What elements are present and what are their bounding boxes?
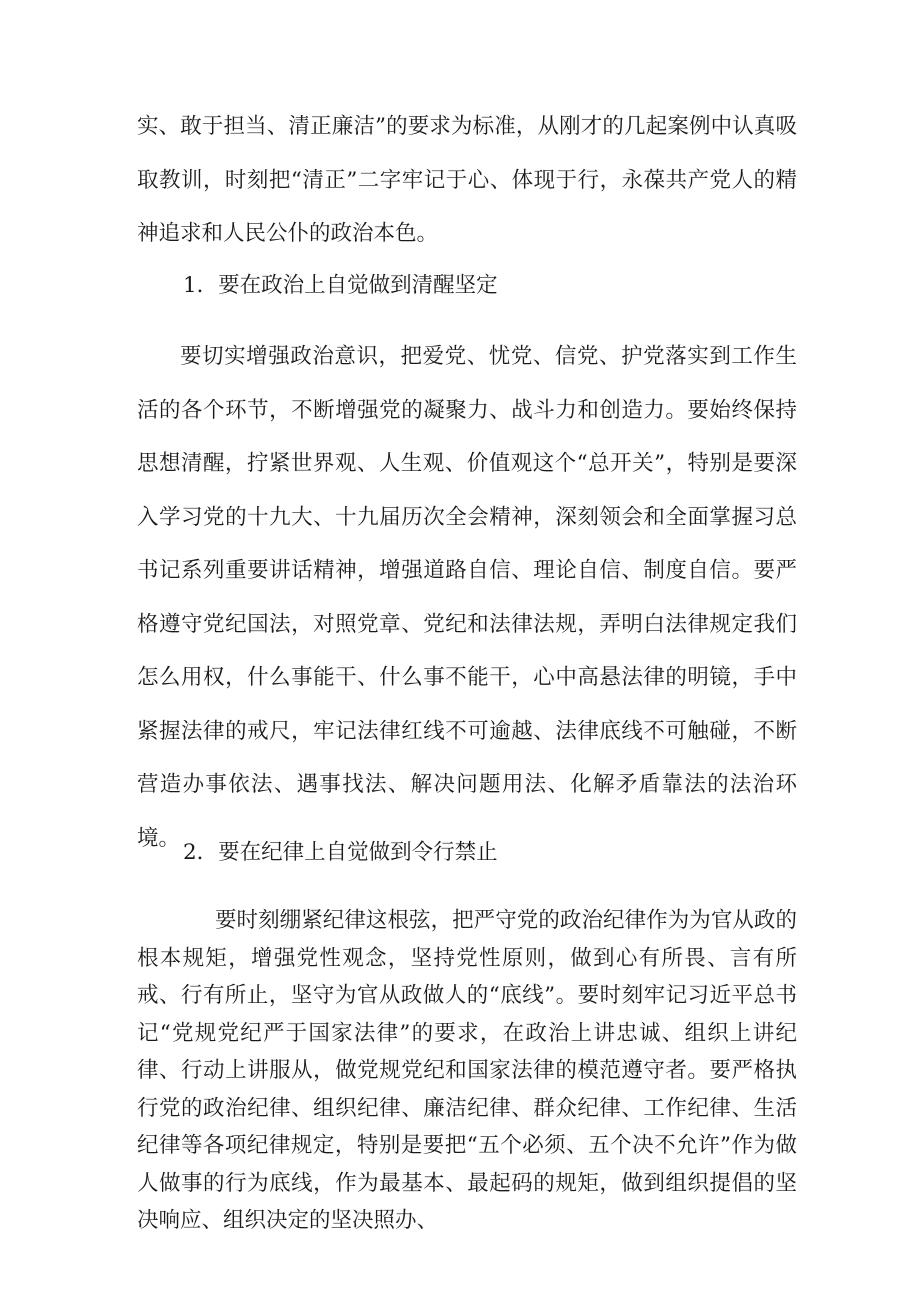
section-2-heading: 2．要在纪律上自觉做到令行禁止 bbox=[183, 840, 498, 865]
section-1-paragraph: 要切实增强政治意识，把爱党、忧党、信党、护党落实到工作生活的各个环节，不断增强党的凝聚力、战斗力和创造力。要始终保持思想清醒，拧紧世界观、人生观、价值观这个“总开关”，特别是要深入学习党的十九大、十九届历次全会精神，深刻领会和全面掌握习总书记系列重要讲话精神，增强道路自信、理论自信、制度自信。要严格遵守党纪国法，对照党章、党纪和法律法规，弄明白法律规定我们怎么用权，什么事能干、什么事不能干，心中高悬法律的明镜，手中紧握法律的戒尺，牢记法律红线不可逾越、法律底线不可触碰，不断营造办事依法、遇事找法、解决问题用法、化解矛盾靠法的法治环境。 bbox=[137, 344, 797, 851]
section-2-paragraph: 要时刻绷紧纪律这根弦，把严守党的政治纪律作为为官从政的根本规矩，增强党性观念，坚持党性原则，做到心有所畏、言有所戒、行有所止，坚守为官从政做人的“底线”。要时刻牢记习近平总书记“党规党纪严于国家法律”的要求，在政治上讲忠诚、组织上讲纪律、行动上讲服从，做党规党纪和国家法律的模范遵守者。要严格执行党的政治纪律、组织纪律、廉洁纪律、群众纪律、工作纪律、生活纪律等各项纪律规定，特别是要把“五个必须、五个决不允许”作为做人做事的行为底线，作为最基本、最起码的规矩，做到组织提倡的坚决响应、组织决定的坚决照办、 bbox=[137, 908, 797, 1233]
intro-paragraph: 实、敢于担当、清正廉洁”的要求为标准，从刚才的几起案例中认真吸取教训，时刻把“清正”二字牢记于心、体现于行，永葆共产党人的精神追求和人民公仆的政治本色。 bbox=[137, 114, 797, 246]
section-1-heading: 1．要在政治上自觉做到清醒坚定 bbox=[183, 273, 498, 298]
